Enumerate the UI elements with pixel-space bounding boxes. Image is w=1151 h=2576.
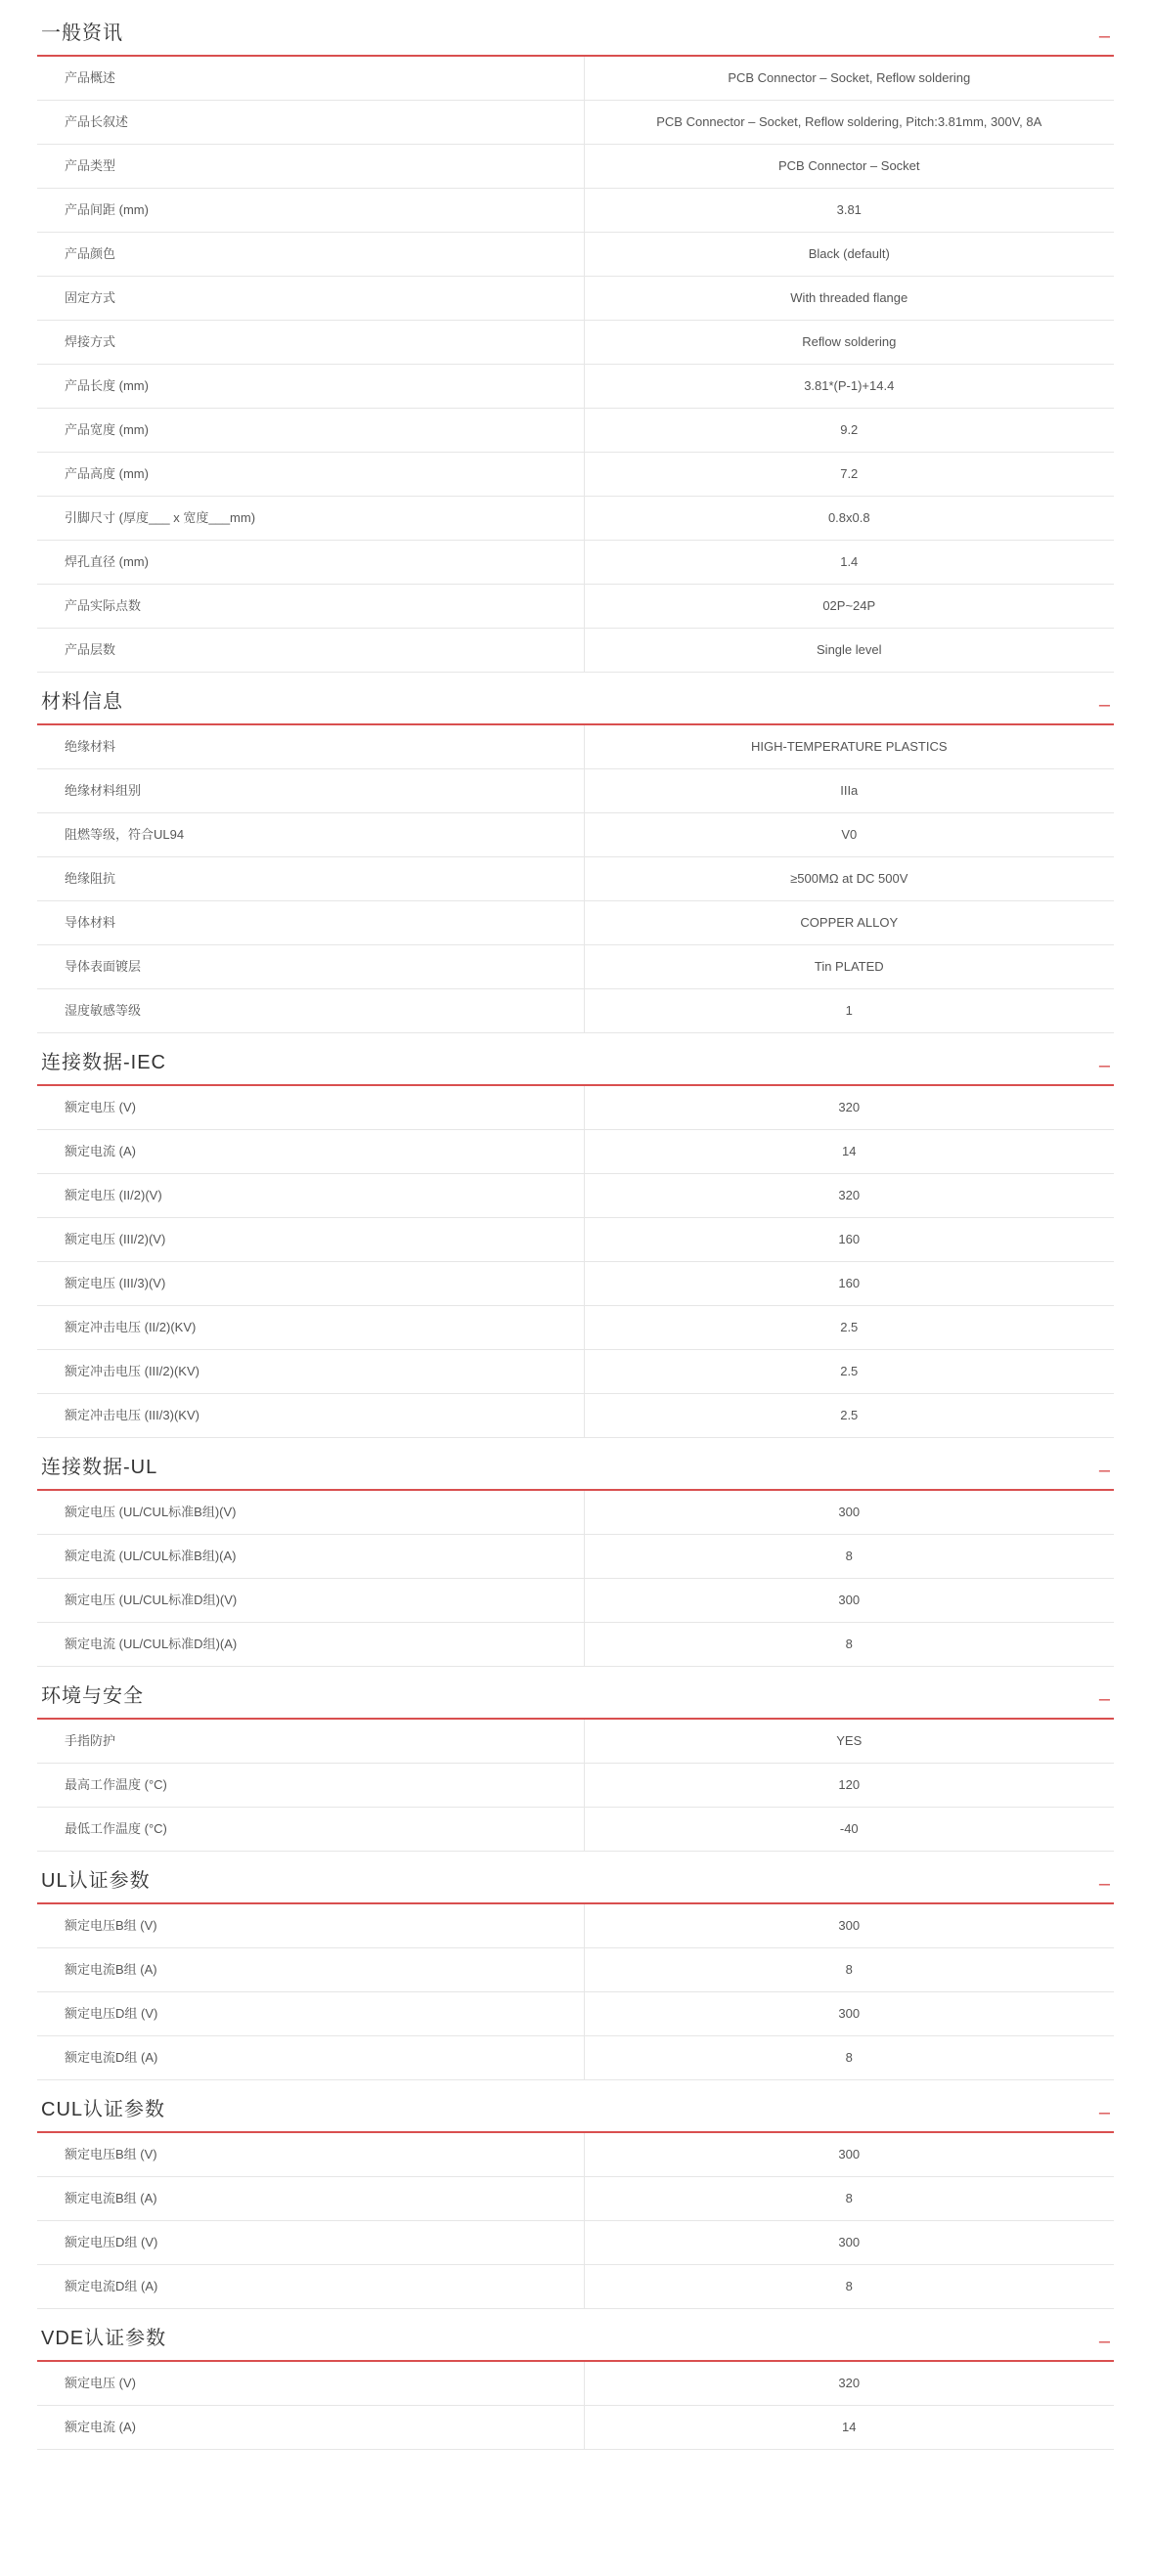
spec-value: Black (default)	[808, 246, 890, 261]
table-row	[37, 2221, 1114, 2265]
spec-table-cul-certification-parameters	[37, 2133, 1114, 2309]
spec-label: 额定电流D组 (A)	[37, 2265, 584, 2309]
spec-label: 额定电流 (A)	[37, 1130, 584, 1174]
collapse-minus-icon[interactable]: –	[1098, 1460, 1110, 1481]
spec-value: 300	[838, 2235, 861, 2249]
spec-value: 14	[842, 2420, 857, 2434]
table-row	[37, 585, 1114, 629]
spec-label: 产品高度 (mm)	[37, 453, 584, 497]
spec-label: 额定电流 (UL/CUL标准B组)(A)	[37, 1535, 584, 1579]
spec-value: Reflow soldering	[802, 334, 897, 349]
table-row	[37, 901, 1114, 945]
spec-value: 8	[845, 2050, 853, 2065]
table-row	[37, 769, 1114, 813]
spec-value: 2.5	[840, 1364, 859, 1378]
spec-value: 300	[838, 2006, 861, 2021]
section-header-connection-data-ul[interactable]	[37, 1456, 1114, 1491]
spec-label: 额定电流 (A)	[37, 2406, 584, 2450]
spec-value: 9.2	[840, 422, 859, 437]
sections-container	[37, 10, 1114, 2450]
spec-value: 8	[845, 1962, 853, 1977]
spec-label: 绝缘材料组别	[37, 769, 584, 813]
spec-table-vde-certification-parameters	[37, 2362, 1114, 2450]
spec-label: 湿度敏感等级	[37, 989, 584, 1033]
spec-value: 8	[845, 2279, 853, 2293]
section-title: UL认证参数	[41, 1870, 151, 1892]
table-row	[37, 2177, 1114, 2221]
spec-table-ul-certification-parameters	[37, 1904, 1114, 2080]
table-row	[37, 453, 1114, 497]
spec-label: 额定电压 (UL/CUL标准D组)(V)	[37, 1579, 584, 1623]
spec-label: 额定电流 (UL/CUL标准D组)(A)	[37, 1623, 584, 1667]
spec-label: 产品长叙述	[37, 101, 584, 145]
table-row	[37, 1491, 1114, 1535]
spec-value: 2.5	[840, 1320, 859, 1334]
spec-value: Single level	[817, 642, 882, 657]
spec-label: 导体表面镀层	[37, 945, 584, 989]
spec-label: 额定电压B组 (V)	[37, 2133, 584, 2177]
section-environment-and-safety	[37, 1684, 1114, 1852]
table-row	[37, 2265, 1114, 2309]
table-row	[37, 1306, 1114, 1350]
collapse-minus-icon[interactable]: –	[1098, 694, 1110, 716]
table-row	[37, 989, 1114, 1033]
table-row	[37, 1350, 1114, 1394]
section-ul-certification-parameters	[37, 1869, 1114, 2080]
spec-value: 14	[842, 1144, 857, 1158]
collapse-minus-icon[interactable]: –	[1098, 25, 1110, 47]
spec-value: 300	[838, 1505, 861, 1519]
table-row	[37, 725, 1114, 769]
table-row	[37, 1130, 1114, 1174]
table-row	[37, 409, 1114, 453]
spec-table-connection-data-iec	[37, 1086, 1114, 1438]
section-title: 连接数据-UL	[41, 1457, 158, 1478]
spec-value: 0.8x0.8	[827, 510, 870, 525]
table-row	[37, 189, 1114, 233]
spec-value: 320	[838, 1188, 861, 1202]
spec-value: With threaded flange	[790, 290, 908, 305]
spec-value: Tin PLATED	[814, 959, 884, 974]
spec-label: 额定冲击电压 (II/2)(KV)	[37, 1306, 584, 1350]
spec-value: 1.4	[840, 554, 859, 569]
spec-table-environment-and-safety	[37, 1720, 1114, 1852]
table-row	[37, 945, 1114, 989]
spec-value: PCB Connector – Socket	[778, 158, 920, 173]
table-row	[37, 1535, 1114, 1579]
spec-label: 焊孔直径 (mm)	[37, 541, 584, 585]
collapse-minus-icon[interactable]: –	[1098, 1873, 1110, 1895]
table-row	[37, 1808, 1114, 1852]
spec-label: 额定电压B组 (V)	[37, 1904, 584, 1948]
spec-value: 8	[845, 2191, 853, 2205]
spec-value: 3.81*(P-1)+14.4	[804, 378, 895, 393]
table-row	[37, 1764, 1114, 1808]
table-row	[37, 1174, 1114, 1218]
section-title: CUL认证参数	[41, 2099, 166, 2120]
section-header-cul-certification-parameters[interactable]	[37, 2098, 1114, 2133]
spec-value: 160	[838, 1232, 861, 1246]
section-connection-data-ul	[37, 1456, 1114, 1667]
section-header-ul-certification-parameters[interactable]	[37, 1869, 1114, 1904]
spec-label: 引脚尺寸 (厚度___ x 宽度___mm)	[37, 497, 584, 541]
spec-label: 焊接方式	[37, 321, 584, 365]
table-row	[37, 629, 1114, 673]
spec-value: 8	[845, 1637, 853, 1651]
section-title: 一般资讯	[41, 22, 123, 44]
spec-value: HIGH-TEMPERATURE PLASTICS	[750, 739, 948, 754]
spec-value: 7.2	[840, 466, 859, 481]
table-row	[37, 1262, 1114, 1306]
spec-label: 产品宽度 (mm)	[37, 409, 584, 453]
section-cul-certification-parameters	[37, 2098, 1114, 2309]
spec-value: 300	[838, 1918, 861, 1933]
section-connection-data-iec	[37, 1051, 1114, 1438]
spec-label: 额定电压 (III/3)(V)	[37, 1262, 584, 1306]
spec-table-connection-data-ul	[37, 1491, 1114, 1667]
spec-label: 额定电流B组 (A)	[37, 1948, 584, 1992]
section-header-connection-data-iec[interactable]	[37, 1051, 1114, 1086]
spec-label: 产品层数	[37, 629, 584, 673]
table-row	[37, 365, 1114, 409]
spec-label: 绝缘材料	[37, 725, 584, 769]
table-row	[37, 1992, 1114, 2036]
spec-value: 120	[838, 1777, 861, 1792]
table-row	[37, 1904, 1114, 1948]
collapse-minus-icon[interactable]: –	[1098, 1688, 1110, 1710]
spec-label: 额定冲击电压 (III/3)(KV)	[37, 1394, 584, 1438]
table-row	[37, 1720, 1114, 1764]
spec-value: 160	[838, 1276, 861, 1290]
spec-label: 额定电压 (II/2)(V)	[37, 1174, 584, 1218]
spec-value: YES	[836, 1733, 863, 1748]
table-row	[37, 277, 1114, 321]
spec-value: 320	[838, 2376, 861, 2390]
spec-label: 额定电压 (V)	[37, 2362, 584, 2406]
section-title: 材料信息	[41, 691, 123, 713]
spec-label: 阻燃等级，符合UL94	[37, 813, 584, 857]
table-row	[37, 2036, 1114, 2080]
spec-label: 额定电压D组 (V)	[37, 1992, 584, 2036]
spec-label: 额定电压D组 (V)	[37, 2221, 584, 2265]
spec-value: 2.5	[840, 1408, 859, 1422]
spec-value: 1	[845, 1003, 853, 1018]
spec-label: 额定电压 (UL/CUL标准B组)(V)	[37, 1491, 584, 1535]
spec-value: V0	[841, 827, 858, 842]
table-row	[37, 1394, 1114, 1438]
table-row	[37, 57, 1114, 101]
spec-value: -40	[839, 1821, 859, 1836]
table-row	[37, 101, 1114, 145]
spec-label: 产品实际点数	[37, 585, 584, 629]
spec-label: 固定方式	[37, 277, 584, 321]
table-row	[37, 2406, 1114, 2450]
spec-value: 320	[838, 1100, 861, 1114]
spec-label: 最高工作温度 (°C)	[37, 1764, 584, 1808]
spec-label: 额定电流B组 (A)	[37, 2177, 584, 2221]
spec-table-material-information	[37, 725, 1114, 1033]
section-header-environment-and-safety[interactable]	[37, 1684, 1114, 1720]
table-row	[37, 1086, 1114, 1130]
spec-label: 产品类型	[37, 145, 584, 189]
spec-label: 手指防护	[37, 1720, 584, 1764]
table-row	[37, 1579, 1114, 1623]
section-header-material-information[interactable]	[37, 690, 1114, 725]
spec-value: 300	[838, 1593, 861, 1607]
table-row	[37, 541, 1114, 585]
collapse-minus-icon[interactable]: –	[1098, 2331, 1110, 2352]
spec-label: 产品长度 (mm)	[37, 365, 584, 409]
spec-label: 额定冲击电压 (III/2)(KV)	[37, 1350, 584, 1394]
collapse-minus-icon[interactable]: –	[1098, 2102, 1110, 2123]
spec-label: 产品颜色	[37, 233, 584, 277]
section-vde-certification-parameters	[37, 2327, 1114, 2450]
table-row	[37, 813, 1114, 857]
spec-value: IIIa	[840, 783, 859, 798]
table-row	[37, 2362, 1114, 2406]
spec-label: 产品概述	[37, 57, 584, 101]
section-header-vde-certification-parameters[interactable]	[37, 2327, 1114, 2362]
section-material-information	[37, 690, 1114, 1033]
table-row	[37, 145, 1114, 189]
table-row	[37, 1218, 1114, 1262]
spec-label: 产品间距 (mm)	[37, 189, 584, 233]
section-title: 连接数据-IEC	[41, 1052, 166, 1073]
spec-label: 额定电流D组 (A)	[37, 2036, 584, 2080]
spec-label: 额定电压 (III/2)(V)	[37, 1218, 584, 1262]
spec-value: PCB Connector – Socket, Reflow soldering	[728, 70, 971, 85]
spec-value: COPPER ALLOY	[800, 915, 899, 930]
table-row	[37, 1623, 1114, 1667]
table-row	[37, 2133, 1114, 2177]
spec-label: 额定电压 (V)	[37, 1086, 584, 1130]
table-row	[37, 321, 1114, 365]
section-header-general-information[interactable]	[37, 10, 1114, 57]
section-general-information	[37, 10, 1114, 673]
spec-label: 导体材料	[37, 901, 584, 945]
spec-value: ≥500MΩ at DC 500V	[790, 871, 908, 886]
spec-value: 8	[845, 1549, 853, 1563]
table-row	[37, 497, 1114, 541]
table-row	[37, 1948, 1114, 1992]
spec-label: 绝缘阻抗	[37, 857, 584, 901]
spec-table-general-information	[37, 57, 1114, 673]
spec-value: 300	[838, 2147, 861, 2161]
section-title: 环境与安全	[41, 1685, 144, 1707]
spec-value: PCB Connector – Socket, Reflow soldering, Pitch:3.81mm, 300V, 8A	[656, 114, 1042, 129]
table-row	[37, 233, 1114, 277]
spec-label: 最低工作温度 (°C)	[37, 1808, 584, 1852]
table-row	[37, 857, 1114, 901]
spec-value: 02P~24P	[822, 598, 876, 613]
collapse-minus-icon[interactable]: –	[1098, 1055, 1110, 1076]
top-spacer	[37, 0, 1114, 10]
spec-value: 3.81	[836, 202, 862, 217]
section-title: VDE认证参数	[41, 2328, 167, 2349]
